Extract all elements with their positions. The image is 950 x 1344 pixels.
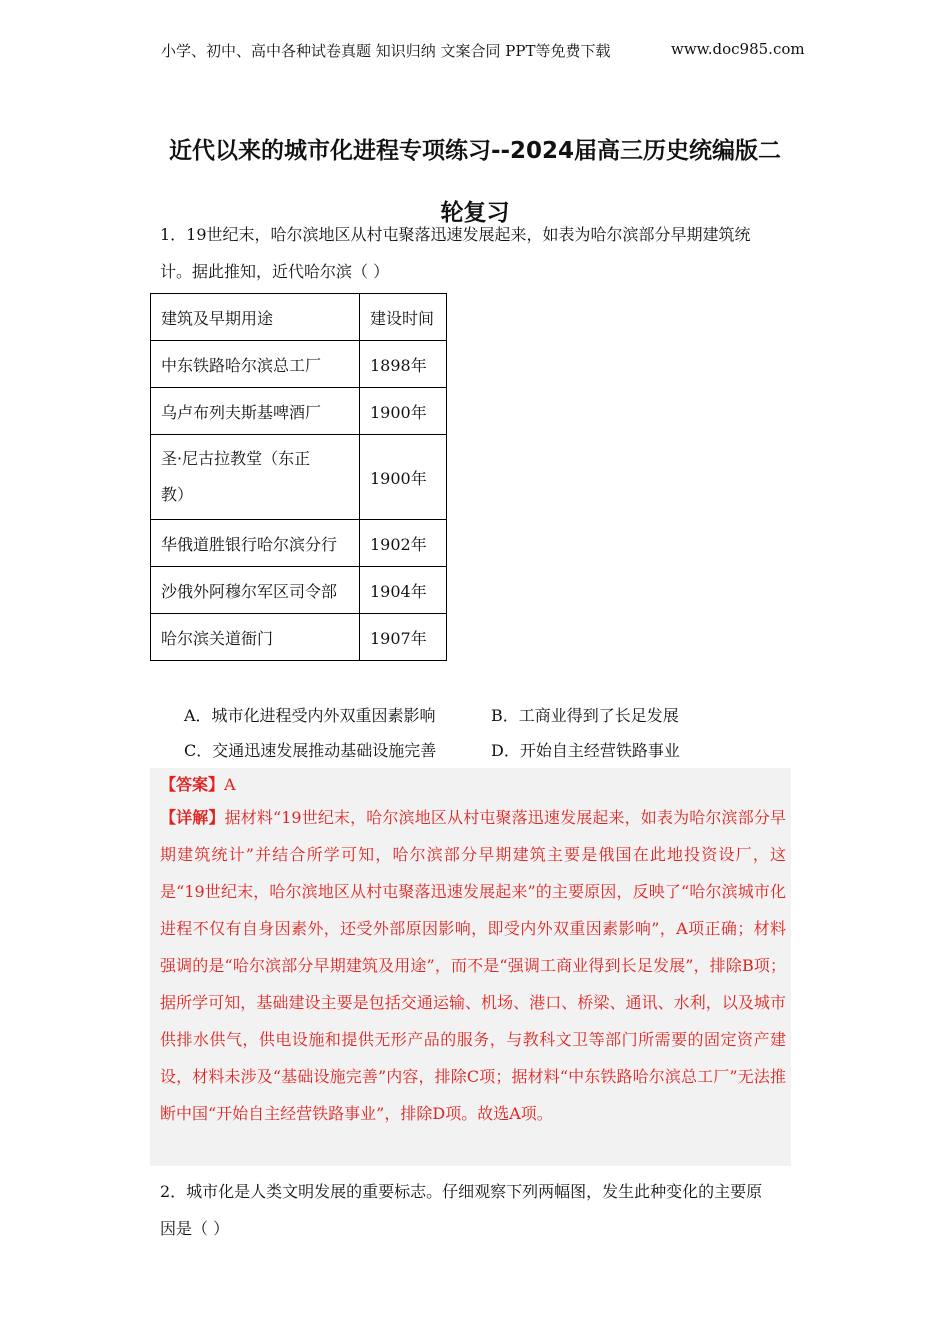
table-row [151, 520, 447, 567]
header-slogan: 小学、初中、高中各种试卷真题 知识归纳 文案合同 PPT等免费下载 [161, 42, 611, 60]
detail-text: 据材料“19世纪末，哈尔滨地区从村屯聚落迅速发展起来，如表为哈尔滨部分早期建筑统计”并结合所学可知，哈尔滨部分早期建筑主要是俄国在此地投资设厂，这是“19世纪末，哈尔滨地区从村屯聚落迅速发展起来”的主要原因，反映了“哈尔滨城市化进程不仅有自身因素外，还受外部原因影响，即受内外双重因素影响”，A项正确；材料强调的是“哈尔滨部分早期建筑及用途”，而不是“强调工商业得到长足发展”，排除B项；据所学可知，基础建设主要是包括交通运输、机场、港口、桥梁、通讯、水利，以及城市供排水供气，供电设施和提供无形产品的服务，与教科文卫等部门所需要的固定资产建设，材料未涉及“基础设施完善”内容，排除C项；据材料“中东铁路哈尔滨总工厂”无法推断中国“开始自主经营铁路事业”，排除D项。故选A项。 [160, 808, 786, 1123]
question-1-line-1: 1．19世纪末，哈尔滨地区从村屯聚落迅速发展起来，如表为哈尔滨部分早期建筑统 [160, 225, 751, 244]
detail-tag: 【详解】 [160, 808, 225, 827]
building-name: 中东铁路哈尔滨总工厂 [151, 341, 360, 388]
building-year: 1900年 [360, 388, 447, 435]
building-name: 乌卢布列夫斯基啤酒厂 [151, 388, 360, 435]
question-2-line-1: 2．城市化是人类文明发展的重要标志。仔细观察下列两幅图，发生此种变化的主要原 [160, 1182, 763, 1201]
option-a: A．城市化进程受内外双重因素影响 [184, 706, 436, 725]
table-header-cell: 建筑及早期用途 [151, 294, 360, 341]
building-name [151, 435, 360, 520]
building-year: 1900年 [360, 435, 447, 520]
answer-explanation [160, 799, 786, 1132]
question-2-stem [160, 1173, 790, 1247]
building-year: 1904年 [360, 567, 447, 614]
building-name: 哈尔滨关道衙门 [151, 614, 360, 661]
answer-tag: 【答案】 [160, 775, 225, 794]
building-name: 华俄道胜银行哈尔滨分行 [151, 520, 360, 567]
table-row [151, 614, 447, 661]
table-row [151, 435, 447, 520]
building-name-line-1: 圣·尼古拉教堂（东正 [161, 449, 311, 468]
building-year: 1902年 [360, 520, 447, 567]
table-header-row [151, 294, 447, 341]
table-row [151, 341, 447, 388]
building-year: 1907年 [360, 614, 447, 661]
question-2-line-2: 因是（ ） [160, 1219, 230, 1238]
page-header [0, 40, 950, 64]
option-b: B．工商业得到了长足发展 [491, 706, 679, 725]
table-header-cell: 建设时间 [360, 294, 447, 341]
building-year: 1898年 [360, 341, 447, 388]
header-url: www.doc985.com [671, 40, 805, 58]
question-1-stem [160, 216, 790, 290]
question-1-line-2: 计。据此推知，近代哈尔滨（ ） [160, 262, 390, 281]
title-line-1: 近代以来的城市化进程专项练习--2024届高三历史统编版二 [168, 138, 782, 164]
buildings-table [150, 293, 447, 661]
table-row [151, 567, 447, 614]
title-line-2: 轮复习 [440, 200, 510, 226]
building-name-line-2: 教） [161, 485, 194, 504]
answer-value: A [224, 775, 236, 794]
table-row [151, 388, 447, 435]
option-d: D．开始自主经营铁路事业 [491, 741, 680, 760]
option-c: C．交通迅速发展推动基础设施完善 [184, 741, 437, 760]
building-name: 沙俄外阿穆尔军区司令部 [151, 567, 360, 614]
answer-line [160, 772, 236, 795]
